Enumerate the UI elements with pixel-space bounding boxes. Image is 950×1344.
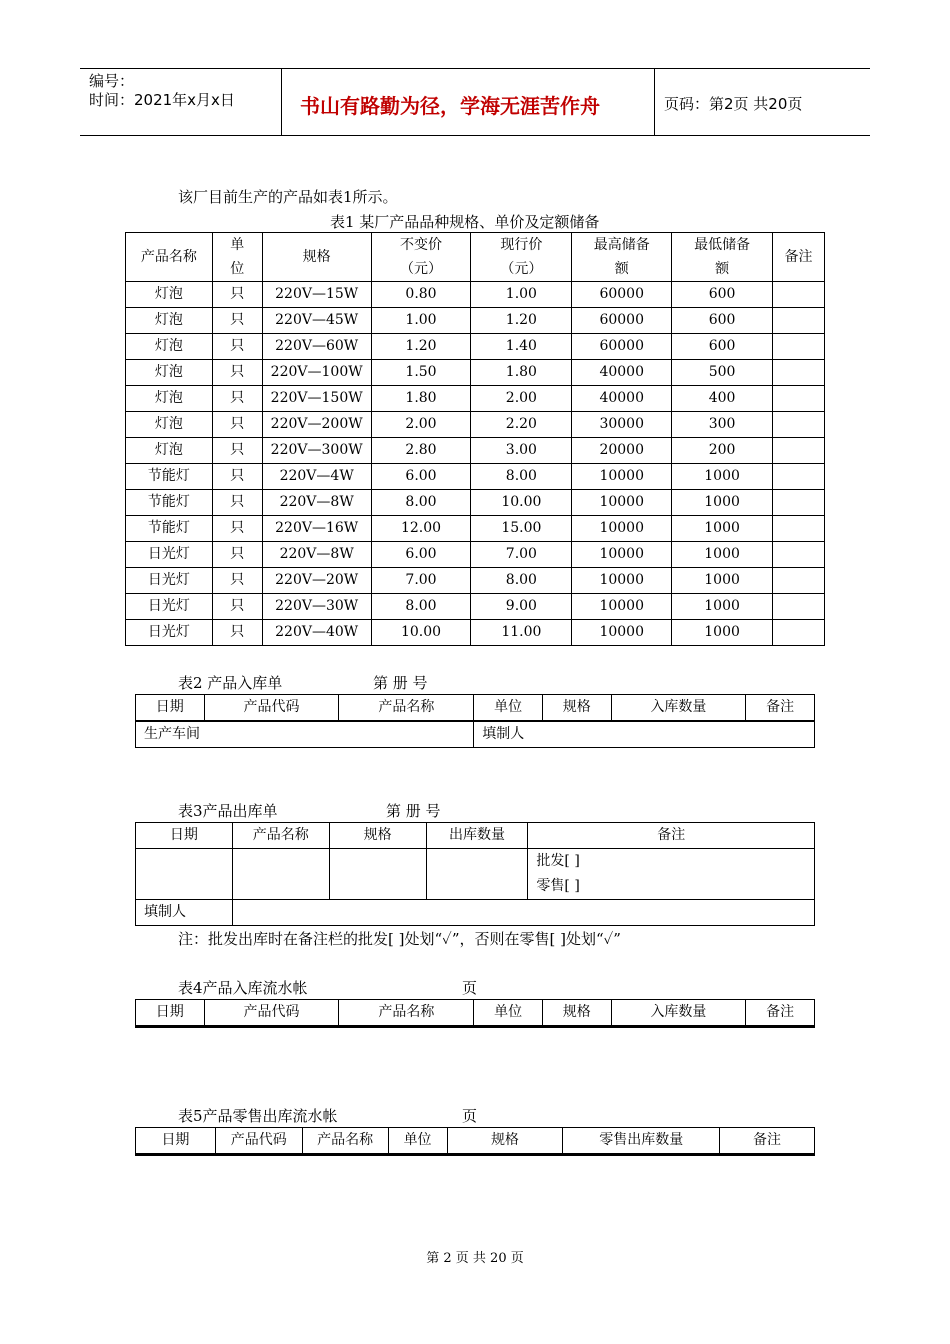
table-cell (232, 849, 329, 900)
table-cell: 日光灯 (126, 568, 213, 594)
table-cell: 只 (212, 490, 262, 516)
table-cell: 220V—60W (262, 334, 371, 360)
document-time-label: 时间：2021年x月x日 (89, 91, 235, 109)
table-cell: 8.00 (371, 490, 471, 516)
table-cell: 节能灯 (126, 464, 213, 490)
table4-caption: 表4产品入库流水帐 (178, 979, 308, 997)
table-cell: 灯泡 (126, 386, 213, 412)
stock-in-form-table (135, 694, 815, 748)
table-cell: 1.80 (471, 360, 572, 386)
table-cell: 220V—20W (262, 568, 371, 594)
table-cell: 220V—150W (262, 386, 371, 412)
column-header: 产品名称 (232, 823, 329, 849)
table-cell: 1000 (672, 542, 773, 568)
table-row (126, 386, 825, 412)
table-row (126, 516, 825, 542)
column-header: 日期 (136, 1128, 216, 1154)
column-header: 备注 (528, 823, 815, 849)
document-number-label: 编号： (89, 72, 135, 90)
table-row (126, 542, 825, 568)
table-cell: 10000 (572, 490, 672, 516)
column-header: 日期 (136, 695, 205, 721)
table-cell: 10000 (572, 516, 672, 542)
table-cell: 只 (212, 360, 262, 386)
column-header: 入库数量 (611, 695, 746, 721)
table1-caption: 表1 某厂产品品种规格、单价及定额储备 (330, 213, 600, 231)
table-cell: 6.00 (371, 464, 471, 490)
table-cell (232, 900, 814, 926)
column-header: 不变价 （元） (371, 233, 471, 282)
table-cell: 12.00 (371, 516, 471, 542)
table-cell (302, 1155, 388, 1156)
table-cell: 7.00 (371, 568, 471, 594)
table-cell (773, 282, 825, 308)
column-header: 出库数量 (426, 823, 528, 849)
table-cell: 1.40 (471, 334, 572, 360)
column-header: 规格 (329, 823, 426, 849)
table-cell: 只 (212, 568, 262, 594)
table-cell (339, 1027, 474, 1028)
header-motto: 书山有路勤为径，学海无涯苦作舟 (300, 94, 600, 118)
workshop-label: 生产车间 (136, 722, 474, 748)
table-cell: 2.00 (371, 412, 471, 438)
table-cell: 8.00 (471, 464, 572, 490)
table-header-row (136, 1000, 815, 1026)
table-cell: 日光灯 (126, 620, 213, 646)
column-header: 日期 (136, 823, 233, 849)
table-cell: 40000 (572, 386, 672, 412)
table-cell: 1.80 (371, 386, 471, 412)
table-cell (563, 1155, 720, 1156)
table3-note: 注：批发出库时在备注栏的批发[ ]处划“✓”，否则在零售[ ]处划“✓” (178, 930, 621, 948)
table-cell: 1.20 (371, 334, 471, 360)
table-cell: 8.00 (471, 568, 572, 594)
column-header: 备注 (746, 1000, 815, 1026)
table-header-row (126, 233, 825, 282)
table-cell: 30000 (572, 412, 672, 438)
table-cell: 1000 (672, 490, 773, 516)
table-cell: 10000 (572, 542, 672, 568)
table-cell (773, 568, 825, 594)
column-header: 产品名称 (339, 695, 474, 721)
table-cell: 2.00 (471, 386, 572, 412)
table-cell: 2.20 (471, 412, 572, 438)
table-cell (136, 1155, 216, 1156)
column-header: 最低储备 额 (672, 233, 773, 282)
table-cell: 220V—200W (262, 412, 371, 438)
column-header: 产品代码 (204, 1000, 339, 1026)
table-cell: 1.00 (371, 308, 471, 334)
table-cell: 220V—300W (262, 438, 371, 464)
table-cell (773, 386, 825, 412)
table-row (126, 412, 825, 438)
column-header: 产品名称 (126, 233, 213, 282)
table-header-row (136, 1128, 815, 1154)
table-cell (746, 1027, 815, 1028)
table-cell: 0.80 (371, 282, 471, 308)
table-cell: 灯泡 (126, 334, 213, 360)
table-cell: 灯泡 (126, 282, 213, 308)
table-row (126, 360, 825, 386)
table-cell: 只 (212, 438, 262, 464)
table3-caption: 表3产品出库单 (178, 802, 278, 820)
table-cell (773, 490, 825, 516)
filler-label: 填制人 (136, 900, 233, 926)
table-row (126, 438, 825, 464)
table-cell: 只 (212, 464, 262, 490)
table-cell: 节能灯 (126, 516, 213, 542)
table-cell (773, 334, 825, 360)
table-cell (329, 849, 426, 900)
table-cell: 500 (672, 360, 773, 386)
sale-type-cell (528, 849, 815, 900)
table-cell: 20000 (572, 438, 672, 464)
table-row (126, 568, 825, 594)
column-header: 规格 (542, 695, 611, 721)
page-footer: 第 2 页 共 20 页 (426, 1251, 524, 1266)
table-cell: 60000 (572, 334, 672, 360)
column-header: 现行价 （元） (471, 233, 572, 282)
table-cell: 220V—4W (262, 464, 371, 490)
column-header: 单 位 (212, 233, 262, 282)
table-cell: 灯泡 (126, 438, 213, 464)
table5-caption-right: 页 (462, 1107, 478, 1125)
table-cell (542, 1027, 611, 1028)
table-cell: 灯泡 (126, 308, 213, 334)
table3-caption-right: 第 册 号 (386, 802, 441, 820)
table-row (136, 1155, 815, 1156)
table-cell: 10.00 (371, 620, 471, 646)
table-row (126, 464, 825, 490)
table-cell: 10.00 (471, 490, 572, 516)
table-cell (426, 849, 528, 900)
table-cell: 220V—16W (262, 516, 371, 542)
table-cell: 1000 (672, 568, 773, 594)
wholesale-checkbox-label: 批发[ ] (536, 853, 580, 869)
retail-out-ledger-table (135, 1127, 815, 1156)
table-cell (773, 594, 825, 620)
header-divider (654, 68, 655, 136)
table-cell: 只 (212, 412, 262, 438)
table-row (126, 282, 825, 308)
table-cell: 只 (212, 282, 262, 308)
table-cell (136, 1027, 205, 1028)
table-cell: 2.80 (371, 438, 471, 464)
stock-out-form-table (135, 822, 815, 926)
table-cell: 600 (672, 334, 773, 360)
table-cell: 日光灯 (126, 594, 213, 620)
table-cell: 节能灯 (126, 490, 213, 516)
table-cell: 1000 (672, 620, 773, 646)
table-cell: 1.50 (371, 360, 471, 386)
table-cell: 7.00 (471, 542, 572, 568)
table-cell: 200 (672, 438, 773, 464)
table-cell: 300 (672, 412, 773, 438)
table-cell: 220V—15W (262, 282, 371, 308)
table-cell (447, 1155, 563, 1156)
table-cell (204, 1027, 339, 1028)
column-header: 规格 (542, 1000, 611, 1026)
column-header: 最高储备 额 (572, 233, 672, 282)
table-row (126, 334, 825, 360)
table-cell: 1.20 (471, 308, 572, 334)
table4-caption-right: 页 (462, 979, 478, 997)
table-cell: 15.00 (471, 516, 572, 542)
table-cell: 220V—30W (262, 594, 371, 620)
table-row (126, 594, 825, 620)
table-cell: 220V—8W (262, 490, 371, 516)
table-cell (136, 849, 233, 900)
column-header: 产品代码 (204, 695, 339, 721)
table-cell (474, 1027, 543, 1028)
table-cell: 600 (672, 282, 773, 308)
intro-text: 该厂目前生产的产品如表1所示。 (178, 188, 398, 206)
column-header: 日期 (136, 1000, 205, 1026)
table-cell: 1000 (672, 516, 773, 542)
table-cell: 只 (212, 386, 262, 412)
header-top-rule (80, 68, 870, 69)
table-row (126, 620, 825, 646)
table-cell: 灯泡 (126, 360, 213, 386)
column-header: 产品名称 (339, 1000, 474, 1026)
table-cell: 10000 (572, 594, 672, 620)
table-cell: 日光灯 (126, 542, 213, 568)
product-spec-table (125, 232, 825, 646)
column-header: 单位 (388, 1128, 447, 1154)
page-number-label: 页码：第2页 共20页 (664, 95, 803, 113)
column-header: 备注 (746, 695, 815, 721)
table-header-row (136, 695, 815, 721)
table-cell: 60000 (572, 308, 672, 334)
column-header: 产品代码 (215, 1128, 302, 1154)
table-cell (773, 542, 825, 568)
table-cell (773, 438, 825, 464)
table-cell (773, 308, 825, 334)
column-header: 单位 (474, 695, 543, 721)
table-cell: 60000 (572, 282, 672, 308)
table2-caption: 表2 产品入库单 (178, 674, 283, 692)
table-cell (773, 464, 825, 490)
table-cell: 只 (212, 516, 262, 542)
table-cell: 600 (672, 308, 773, 334)
table-cell (773, 360, 825, 386)
column-header: 零售出库数量 (563, 1128, 720, 1154)
column-header: 规格 (447, 1128, 563, 1154)
table-cell: 1000 (672, 594, 773, 620)
table-cell: 只 (212, 334, 262, 360)
table-cell (773, 516, 825, 542)
header-bottom-rule (80, 135, 870, 136)
table-cell: 6.00 (371, 542, 471, 568)
table5-caption: 表5产品零售出库流水帐 (178, 1107, 338, 1125)
column-header: 备注 (720, 1128, 815, 1154)
table-cell: 220V—100W (262, 360, 371, 386)
table-header-row (136, 823, 815, 849)
column-header: 产品名称 (302, 1128, 388, 1154)
table-cell: 220V—45W (262, 308, 371, 334)
table-cell (388, 1155, 447, 1156)
table-cell: 400 (672, 386, 773, 412)
table-cell: 10000 (572, 568, 672, 594)
table-cell: 8.00 (371, 594, 471, 620)
column-header: 备注 (773, 233, 825, 282)
table-cell: 3.00 (471, 438, 572, 464)
table-row (126, 490, 825, 516)
table-cell (215, 1155, 302, 1156)
table-cell: 只 (212, 542, 262, 568)
column-header: 单位 (474, 1000, 543, 1026)
table-cell: 灯泡 (126, 412, 213, 438)
table-cell: 只 (212, 620, 262, 646)
table-cell: 220V—40W (262, 620, 371, 646)
table-row (136, 1027, 815, 1028)
table-cell (611, 1027, 746, 1028)
stock-in-ledger-table (135, 999, 815, 1028)
table-cell (773, 412, 825, 438)
table-cell: 220V—8W (262, 542, 371, 568)
table-cell: 1.00 (471, 282, 572, 308)
table-cell: 只 (212, 308, 262, 334)
table-cell: 只 (212, 594, 262, 620)
header-divider (281, 68, 282, 136)
retail-checkbox-label: 零售[ ] (536, 878, 580, 894)
table-cell (720, 1155, 815, 1156)
table-cell: 40000 (572, 360, 672, 386)
table2-caption-right: 第 册 号 (373, 674, 428, 692)
filler-label: 填制人 (474, 722, 815, 748)
table-cell: 9.00 (471, 594, 572, 620)
column-header: 入库数量 (611, 1000, 746, 1026)
table-cell: 10000 (572, 464, 672, 490)
table-cell: 10000 (572, 620, 672, 646)
table-cell: 11.00 (471, 620, 572, 646)
table-cell (773, 620, 825, 646)
table-cell: 1000 (672, 464, 773, 490)
table-row (126, 308, 825, 334)
column-header: 规格 (262, 233, 371, 282)
